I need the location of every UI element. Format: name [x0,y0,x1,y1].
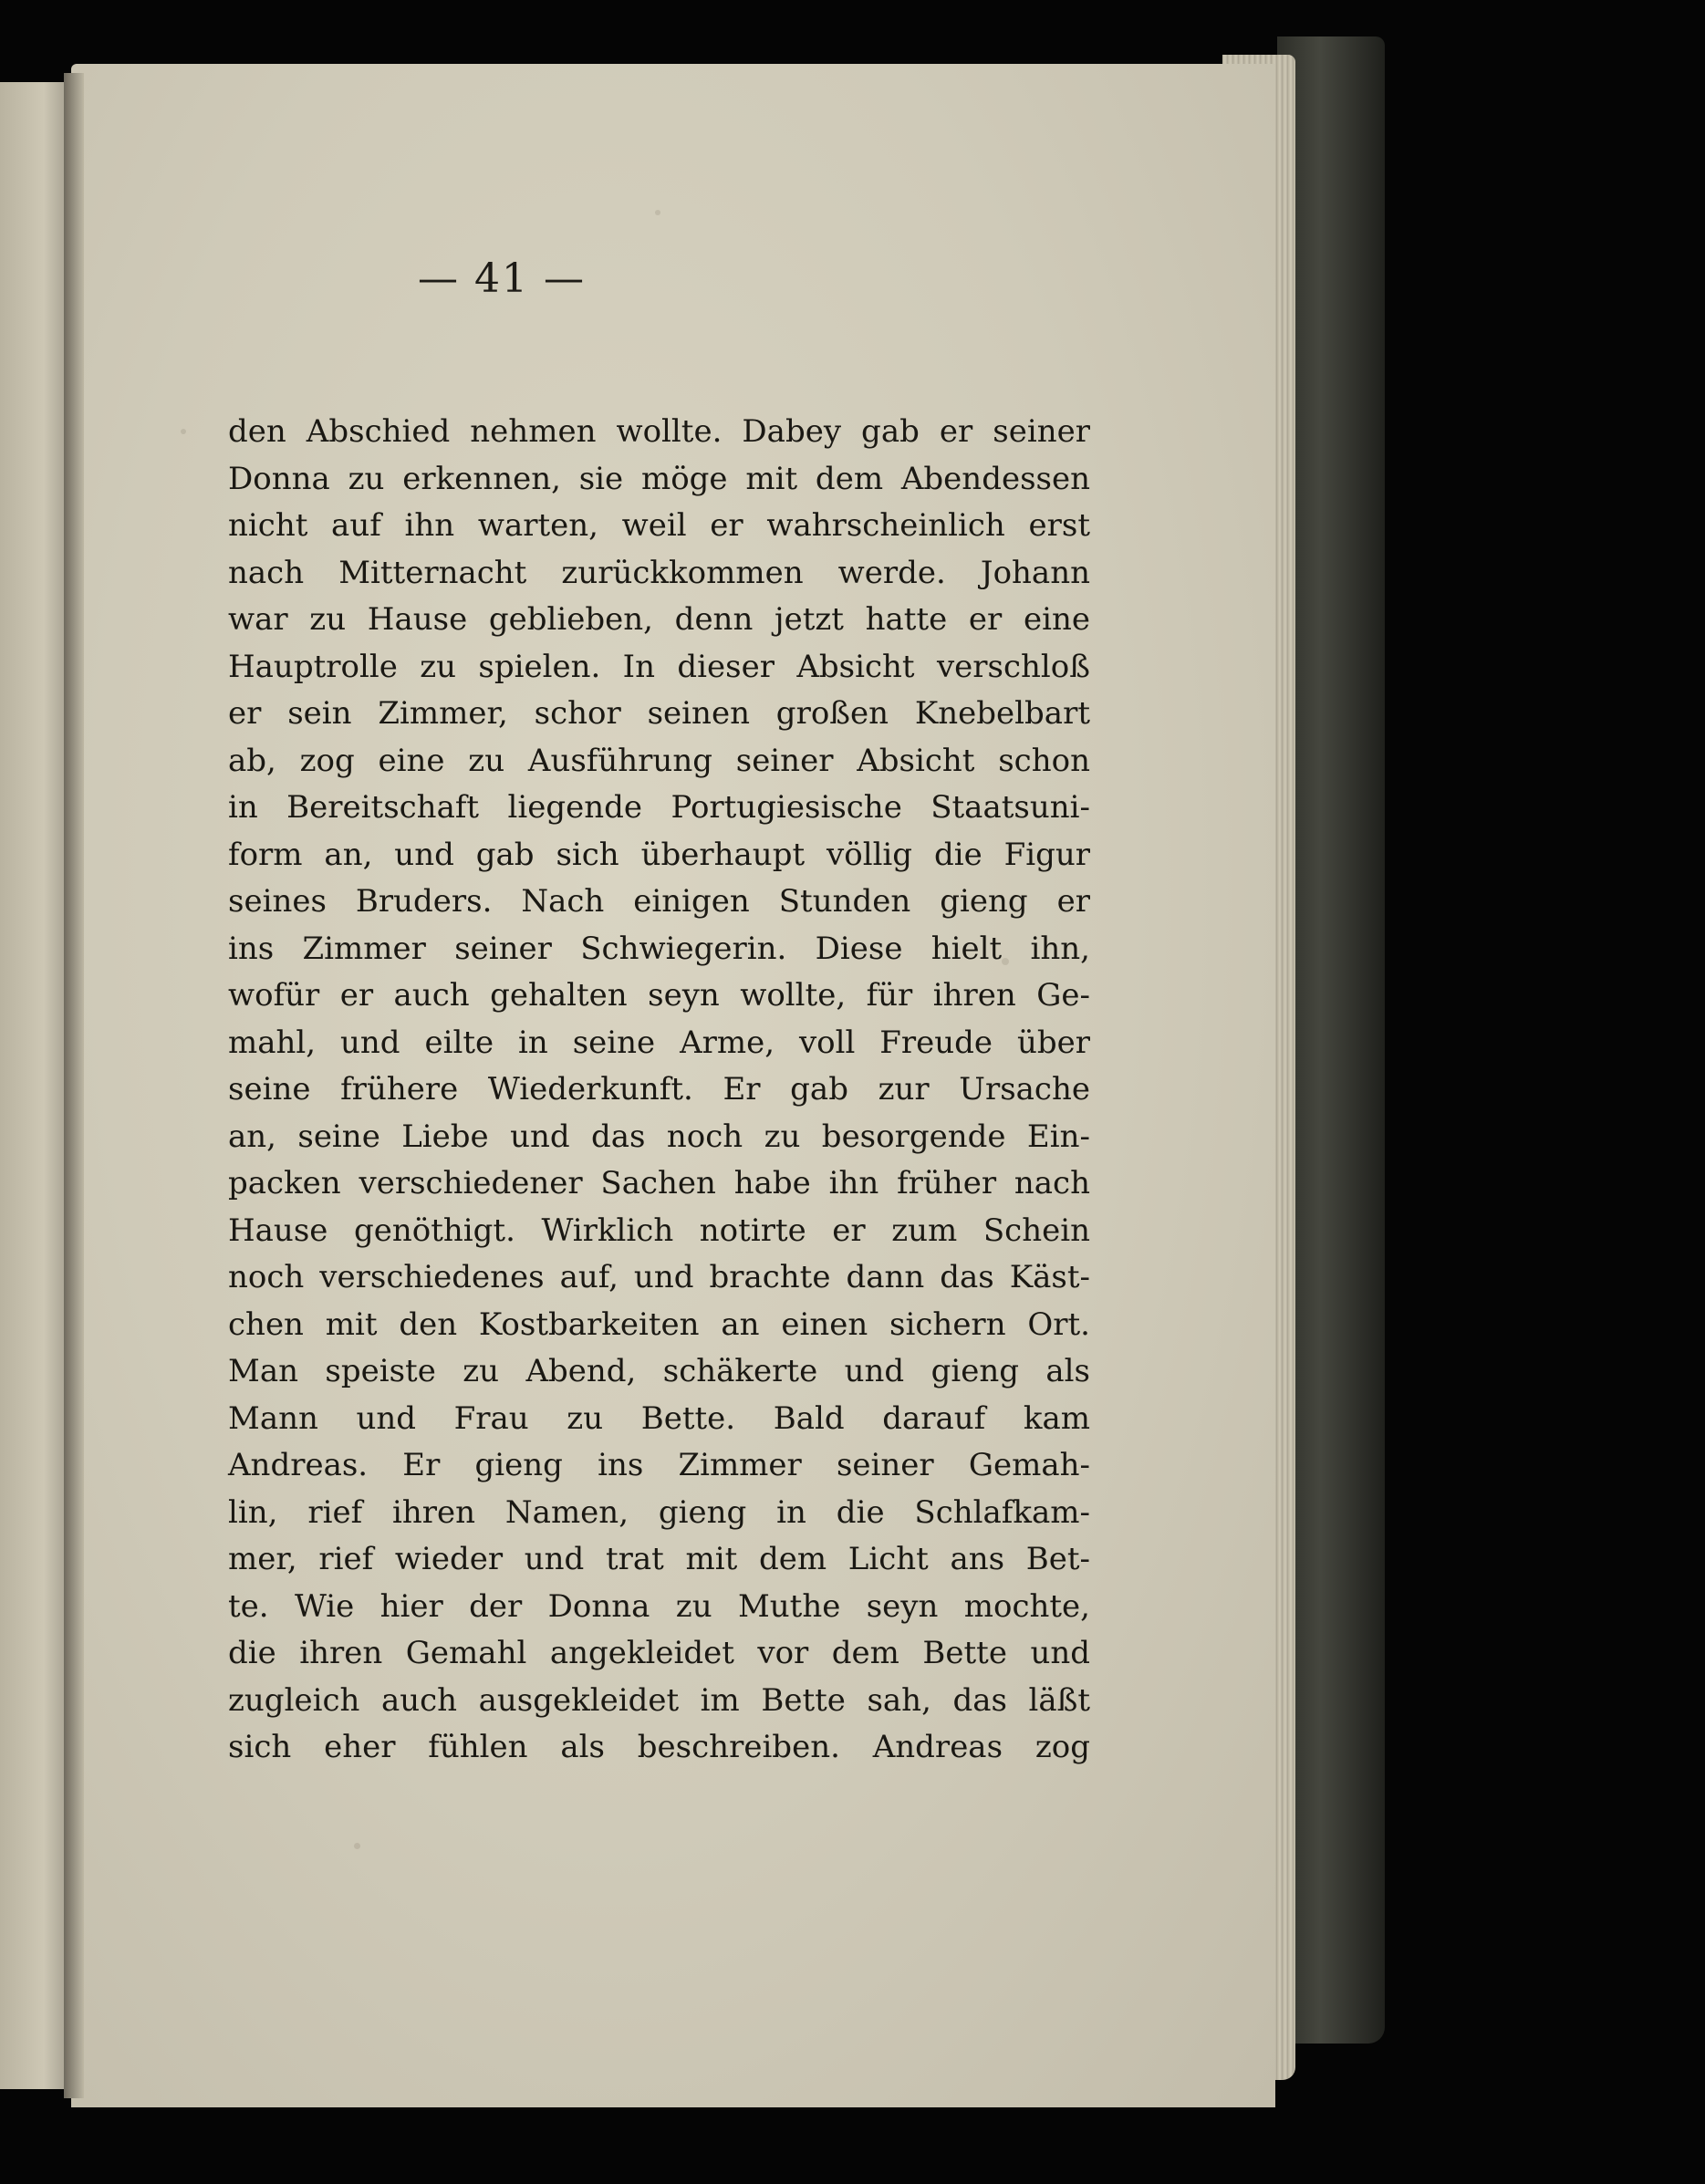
text-line: sich eher fühlen als beschreiben. Andreas zog [228,1729,1090,1765]
text-line: chen mit den Kostbarkeiten an einen sichern Ort. [228,1305,1090,1343]
text-line: Man speiste zu Abend, schäkerte und gieng als [228,1353,1090,1389]
text-line: ab, zog eine zu Ausführung seiner Absicht schon [228,742,1090,779]
text-line: an, seine Liebe und das noch zu besorgende Ein- [228,1118,1090,1155]
text-line: zugleich auch ausgekleidet im Bette sah, das läßt [228,1681,1090,1719]
text-line: mahl, und eilte in seine Arme, voll Freude über [228,1024,1090,1061]
text-line: Mann und Frau zu Bette. Bald darauf kam [228,1399,1090,1437]
body-text [228,409,1090,1772]
text-line: den Abschied nehmen wollte. Dabey gab er seiner [228,413,1090,450]
text-line: Andreas. Er gieng ins Zimmer seiner Gemah- [228,1447,1090,1483]
text-line: in Bereitschaft liegende Portugiesische Staatsuni- [228,789,1090,826]
text-line: lin, rief ihren Namen, gieng in die Schlafkam- [228,1493,1090,1531]
text-line: nach Mitternacht zurückkommen werde. Johann [228,554,1090,591]
text-line: Hause genöthigt. Wirklich notirte er zum Schein [228,1212,1090,1249]
text-line: war zu Hause geblieben, denn jetzt hatte er eine [228,601,1090,638]
book-page [71,64,1275,2107]
text-line: seine frühere Wiederkunft. Er gab zur Ursache [228,1071,1090,1108]
text-line: Hauptrolle zu spielen. In dieser Absicht verschloß [228,648,1090,685]
text-line: mer, rief wieder und trat mit dem Licht ans Bet- [228,1541,1090,1577]
text-line: packen verschiedener Sachen habe ihn früher nach [228,1165,1090,1201]
page-number: — 41 — [418,255,586,302]
text-line: form an, und gab sich überhaupt völlig die Figur [228,836,1090,873]
text-line: te. Wie hier der Donna zu Muthe seyn mochte, [228,1587,1090,1625]
text-line: ins Zimmer seiner Schwiegerin. Diese hielt ihn, [228,930,1090,967]
text-line: die ihren Gemahl angekleidet vor dem Bette und [228,1635,1090,1671]
text-line: wofür er auch gehalten seyn wollte, für ihren Ge- [228,977,1090,1014]
text-line: seines Bruders. Nach einigen Stunden gieng er [228,883,1090,920]
left-page-edge [0,82,73,2089]
text-line: noch verschiedenes auf, und brachte dann das Käst- [228,1259,1090,1295]
text-line: Donna zu erkennen, sie möge mit dem Abendessen [228,460,1090,497]
book-gutter [64,73,84,2098]
text-line: er sein Zimmer, schor seinen großen Knebelbart [228,695,1090,732]
text-line: nicht auf ihn warten, weil er wahrscheinlich erst [228,507,1090,544]
